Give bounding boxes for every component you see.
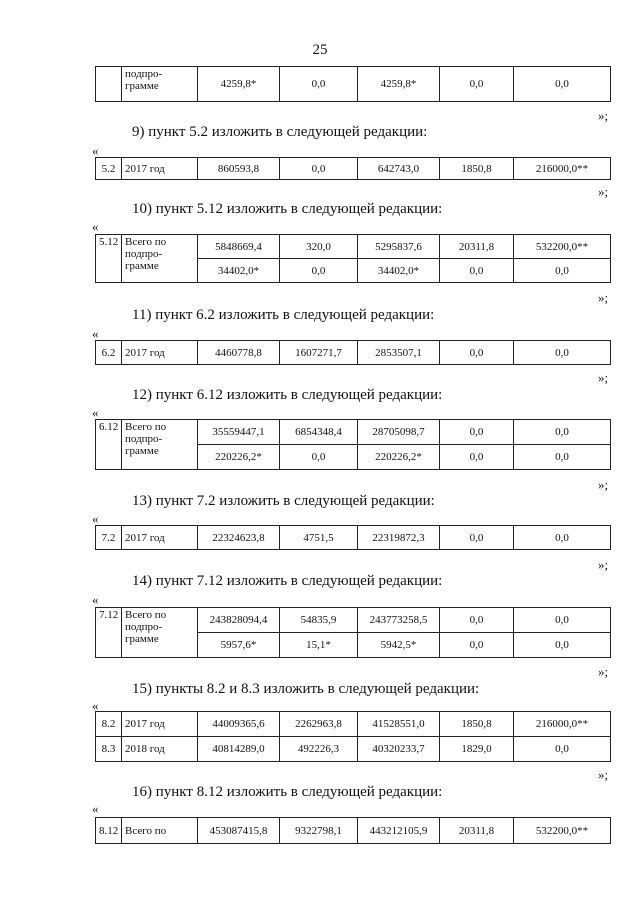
row-label: 2017 год (122, 712, 198, 737)
cell-other: 0,0 (514, 608, 611, 633)
table-row (96, 67, 611, 102)
cell-total: 243828094,4 (198, 608, 280, 633)
opening-quote: « (92, 801, 99, 816)
cell-federal: 492226,3 (280, 737, 358, 762)
table-row (96, 818, 611, 844)
row-label: 2017 год (122, 158, 198, 180)
cell-total: 4460778,8 (198, 341, 280, 365)
row-index: 8.2 (96, 712, 122, 737)
cell-total: 5957,6* (198, 633, 280, 658)
table-7-12 (95, 607, 611, 658)
opening-quote: « (92, 698, 99, 713)
cell-total: 40814289,0 (198, 737, 280, 762)
closing-quote: »; (598, 557, 609, 572)
cell-local: 1850,8 (440, 712, 514, 737)
cell-federal: 9322798,1 (280, 818, 358, 844)
row-index: 8.12 (96, 818, 122, 844)
table-row (96, 341, 611, 365)
table-5-2 (95, 157, 611, 180)
opening-quote: « (92, 219, 99, 234)
section-heading: 16) пункт 8.12 изложить в следующей редакции: (132, 784, 443, 800)
cell-total: 5848669,4 (198, 235, 280, 259)
row-label: Всего по (122, 818, 198, 844)
cell-federal: 0,0 (280, 445, 358, 470)
table-row (96, 235, 611, 259)
cell-total: 44009365,6 (198, 712, 280, 737)
cell-local: 0,0 (440, 633, 514, 658)
cell-federal: 54835,9 (280, 608, 358, 633)
opening-quote: « (92, 592, 99, 607)
cell-other: 216000,0** (514, 712, 611, 737)
row-label: Всего по подпро- грамме (122, 608, 198, 658)
cell-regional: 5942,5* (358, 633, 440, 658)
cell-total: 860593,8 (198, 158, 280, 180)
closing-quote: »; (598, 290, 609, 305)
cell-total: 453087415,8 (198, 818, 280, 844)
closing-quote: »; (598, 477, 609, 492)
table-6-2 (95, 340, 611, 365)
cell-other: 0,0 (514, 420, 611, 445)
cell-local: 1850,8 (440, 158, 514, 180)
opening-quote: « (92, 405, 99, 420)
cell-other: 0,0 (514, 341, 611, 365)
cell-federal: 2262963,8 (280, 712, 358, 737)
row-label: 2017 год (122, 526, 198, 550)
row-label: Всего по подпро- грамме (122, 235, 198, 283)
table-row (96, 526, 611, 550)
cell-federal: 15,1* (280, 633, 358, 658)
table-row (96, 712, 611, 737)
table-row (96, 158, 611, 180)
opening-quote: « (92, 511, 99, 526)
cell-federal: 0,0 (280, 67, 358, 102)
cell-regional: 41528551,0 (358, 712, 440, 737)
row-index: 7.2 (96, 526, 122, 550)
cell-total: 220226,2* (198, 445, 280, 470)
cell-local: 1829,0 (440, 737, 514, 762)
table-continuation (95, 66, 611, 102)
cell-regional: 40320233,7 (358, 737, 440, 762)
cell-total: 35559447,1 (198, 420, 280, 445)
section-heading: 15) пункты 8.2 и 8.3 изложить в следующей редакции: (132, 681, 480, 697)
row-label: 2018 год (122, 737, 198, 762)
closing-quote: »; (598, 370, 609, 385)
cell-local: 20311,8 (440, 818, 514, 844)
table-row (96, 420, 611, 445)
cell-federal: 4751,5 (280, 526, 358, 550)
closing-quote: »; (598, 767, 609, 782)
cell-regional: 642743,0 (358, 158, 440, 180)
cell-regional: 4259,8* (358, 67, 440, 102)
cell-other: 0,0 (514, 67, 611, 102)
cell-local: 20311,8 (440, 235, 514, 259)
cell-other: 532200,0** (514, 818, 611, 844)
row-index: 6.12 (96, 420, 122, 470)
cell-other: 0,0 (514, 633, 611, 658)
cell-other: 532200,0** (514, 235, 611, 259)
table-6-12 (95, 419, 611, 470)
row-label: Всего по подпро- грамме (122, 420, 198, 470)
cell-federal: 1607271,7 (280, 341, 358, 365)
cell-regional: 443212105,9 (358, 818, 440, 844)
cell-other: 0,0 (514, 445, 611, 470)
cell-regional: 243773258,5 (358, 608, 440, 633)
row-index (96, 67, 122, 102)
cell-local: 0,0 (440, 67, 514, 102)
cell-federal: 0,0 (280, 259, 358, 283)
cell-total: 34402,0* (198, 259, 280, 283)
row-index: 5.12 (96, 235, 122, 283)
row-index: 5.2 (96, 158, 122, 180)
closing-quote: »; (598, 184, 609, 199)
closing-quote: »; (598, 108, 609, 123)
row-label: 2017 год (122, 341, 198, 365)
cell-regional: 34402,0* (358, 259, 440, 283)
cell-other: 0,0 (514, 737, 611, 762)
opening-quote: « (92, 326, 99, 341)
cell-total: 4259,8* (198, 67, 280, 102)
table-row (96, 737, 611, 762)
table-5-12 (95, 234, 611, 283)
cell-regional: 5295837,6 (358, 235, 440, 259)
cell-other: 0,0 (514, 526, 611, 550)
table-8-12 (95, 817, 611, 844)
section-heading: 9) пункт 5.2 изложить в следующей редакции: (132, 124, 428, 140)
cell-other: 0,0 (514, 259, 611, 283)
table-7-2 (95, 525, 611, 550)
page-number: 25 (312, 42, 328, 58)
cell-other: 216000,0** (514, 158, 611, 180)
row-index: 8.3 (96, 737, 122, 762)
cell-local: 0,0 (440, 608, 514, 633)
cell-regional: 22319872,3 (358, 526, 440, 550)
row-label: подпро- грамме (122, 67, 198, 102)
cell-regional: 28705098,7 (358, 420, 440, 445)
cell-local: 0,0 (440, 526, 514, 550)
section-heading: 14) пункт 7.12 изложить в следующей редакции: (132, 573, 443, 589)
table-8-2-8-3 (95, 711, 611, 762)
section-heading: 10) пункт 5.12 изложить в следующей редакции: (132, 201, 443, 217)
cell-federal: 0,0 (280, 158, 358, 180)
cell-federal: 320,0 (280, 235, 358, 259)
cell-total: 22324623,8 (198, 526, 280, 550)
row-index: 6.2 (96, 341, 122, 365)
cell-local: 0,0 (440, 341, 514, 365)
cell-local: 0,0 (440, 420, 514, 445)
section-heading: 11) пункт 6.2 изложить в следующей редакции: (132, 307, 435, 323)
cell-regional: 2853507,1 (358, 341, 440, 365)
cell-local: 0,0 (440, 445, 514, 470)
closing-quote: »; (598, 664, 609, 679)
row-index: 7.12 (96, 608, 122, 658)
cell-regional: 220226,2* (358, 445, 440, 470)
cell-federal: 6854348,4 (280, 420, 358, 445)
section-heading: 13) пункт 7.2 изложить в следующей редакции: (132, 493, 435, 509)
section-heading: 12) пункт 6.12 изложить в следующей редакции: (132, 387, 443, 403)
opening-quote: « (92, 143, 99, 158)
table-row (96, 608, 611, 633)
cell-local: 0,0 (440, 259, 514, 283)
